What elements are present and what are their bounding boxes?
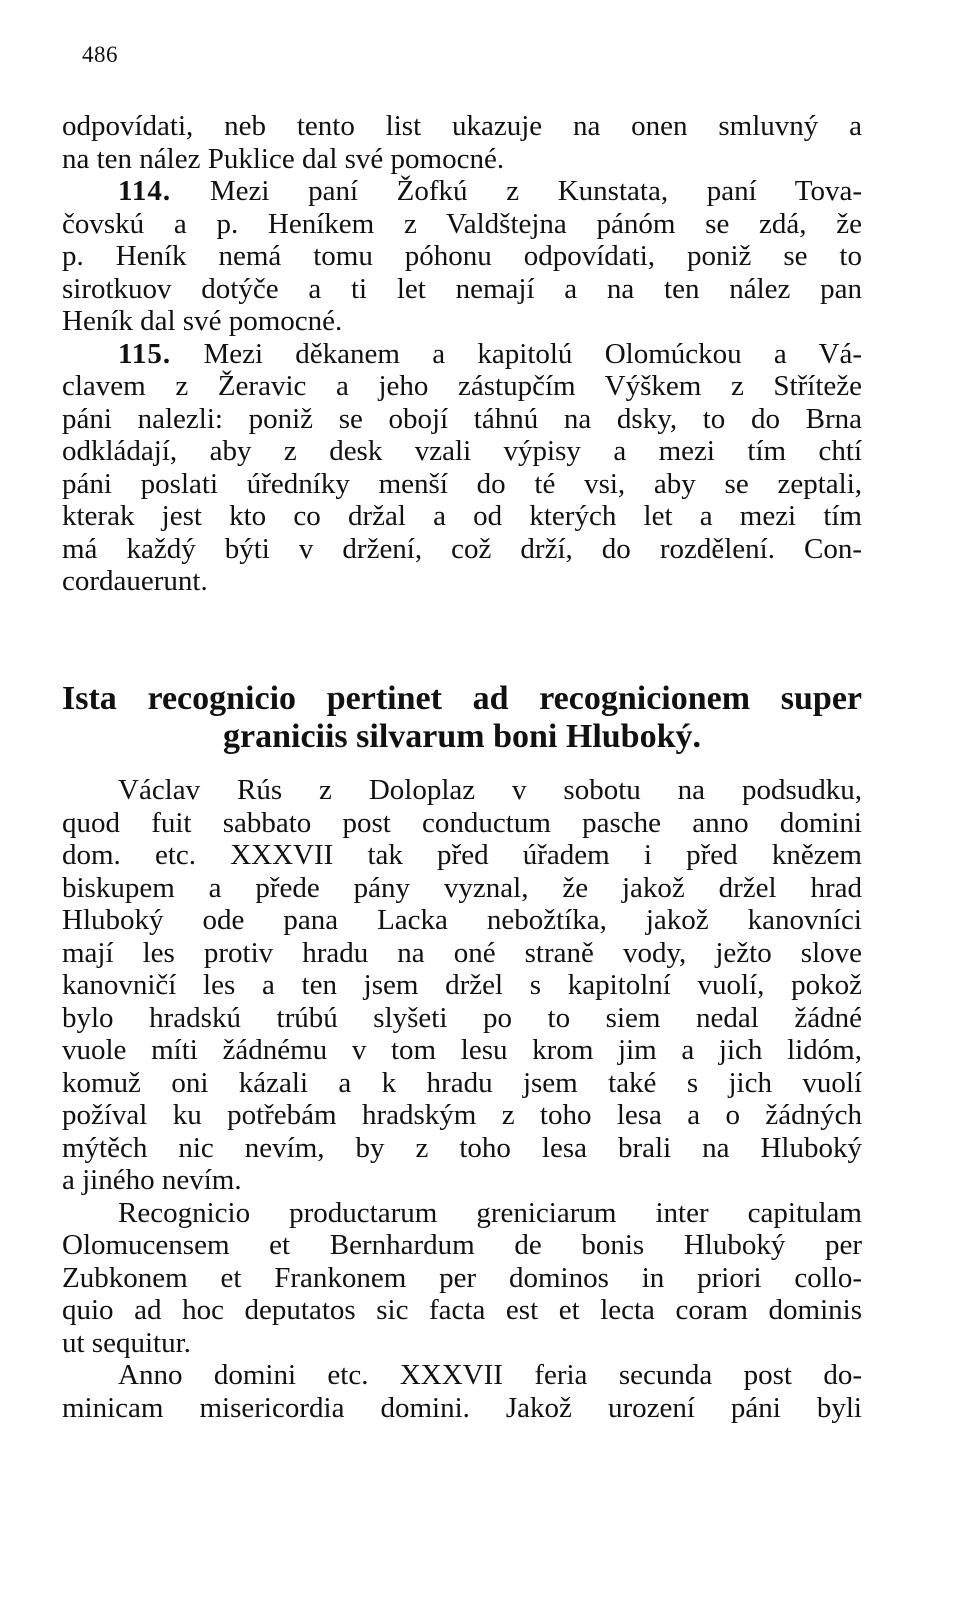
- text-line: biskupem a přede pány vyznal, že jakož držel hrad: [62, 871, 862, 904]
- heading-line-1: Ista recognicio pertinet ad recognicionem super: [62, 680, 862, 717]
- text-line: minicam misericordia domini. Jakož urození páni byli: [62, 1391, 862, 1424]
- page-number: 486: [82, 42, 118, 67]
- text-line: quio ad hoc deputatos sic facta est et lecta coram dominis: [62, 1294, 862, 1326]
- heading-line-2: graniciis silvarum boni Hluboký.: [223, 718, 701, 755]
- text-line: požíval ku potřebám hradským z toho lesa a o žádných: [62, 1099, 862, 1131]
- text-line: čovskú a p. Heníkem z Valdštejna pánóm se zdá, že: [62, 207, 862, 240]
- text-line: páni nalezli: poniž se obojí táhnú na dsky, to do Brna: [62, 402, 862, 435]
- text-line: quod fuit sabbato post conductum pasche anno domini: [62, 806, 862, 839]
- text-line: Heník dal své pomocné.: [62, 305, 343, 337]
- text-line: cordauerunt.: [62, 565, 208, 597]
- text-line: komuž oni kázali a k hradu jsem také s jich vuolí: [62, 1066, 862, 1099]
- text-line: bylo hradskú trúbú slyšeti po to siem nedal žádné: [62, 1001, 862, 1034]
- text-line: Hluboký ode pana Lacka nebožtíka, jakož kanovníci: [62, 904, 862, 936]
- text-line: Anno domini etc. XXXVII feria secunda post do-: [118, 1359, 862, 1391]
- text-line: kterak jest kto co držal a od kterých let a mezi tím: [62, 500, 862, 532]
- text-block-lower: [62, 774, 862, 1424]
- section-number: 114.: [118, 175, 172, 207]
- text-line: mají les protiv hradu na oné straně vody, ježto slove: [62, 936, 862, 969]
- text-line: ut sequitur.: [62, 1326, 191, 1359]
- text-line: Mezi děkanem a kapitolú Olomúckou a Vá-: [203, 337, 863, 370]
- text-line: odpovídati, neb tento list ukazuje na onen smluvný a: [62, 110, 862, 142]
- text-line: Václav Rús z Doloplaz v sobotu na podsudku,: [118, 774, 862, 806]
- text-line: kanovničí les a ten jsem držel s kapitolní vuolí, pokož: [62, 969, 862, 1001]
- section-114-first-line: [62, 175, 862, 208]
- text-line: p. Heník nemá tomu póhonu odpovídati, poniž se to: [62, 240, 862, 272]
- text-line: sirotkuov dotýče a ti let nemají a na ten nález pan: [62, 272, 862, 305]
- text-line: mýtěch nic nevím, by z toho lesa brali na Hluboký: [62, 1131, 862, 1164]
- text-line: na ten nález Puklice dal své pomocné.: [62, 142, 505, 175]
- text-line: clavem z Žeravic a jeho zástupčím Výškem z Stříteže: [62, 370, 862, 402]
- text-block-upper: [62, 110, 862, 598]
- text-line: dom. etc. XXXVII tak před úřadem i před knězem: [62, 839, 862, 871]
- text-line: Recognicio productarum greniciarum inter capitulam: [118, 1196, 862, 1229]
- text-line: a jiného nevím.: [62, 1164, 242, 1196]
- text-line: Zubkonem et Frankonem per dominos in priori collo-: [62, 1261, 862, 1294]
- section-115-first-line: [62, 338, 862, 371]
- text-line: Olomucensem et Bernhardum de bonis Hluboký per: [62, 1229, 862, 1261]
- text-line: Mezi paní Žofkú z Kunstata, paní Tova-: [209, 175, 863, 207]
- section-heading: [62, 680, 862, 756]
- text-line: má každý býti v držení, což drží, do rozdělení. Con-: [62, 532, 862, 565]
- text-line: vuole míti žádnému v tom lesu krom jim a jich lidóm,: [62, 1034, 862, 1066]
- section-number: 115.: [118, 337, 172, 370]
- text-line: páni poslati úředníky menší do té vsi, aby se zeptali,: [62, 467, 862, 500]
- text-line: odkládají, aby z desk vzali výpisy a mezi tím chtí: [62, 435, 862, 467]
